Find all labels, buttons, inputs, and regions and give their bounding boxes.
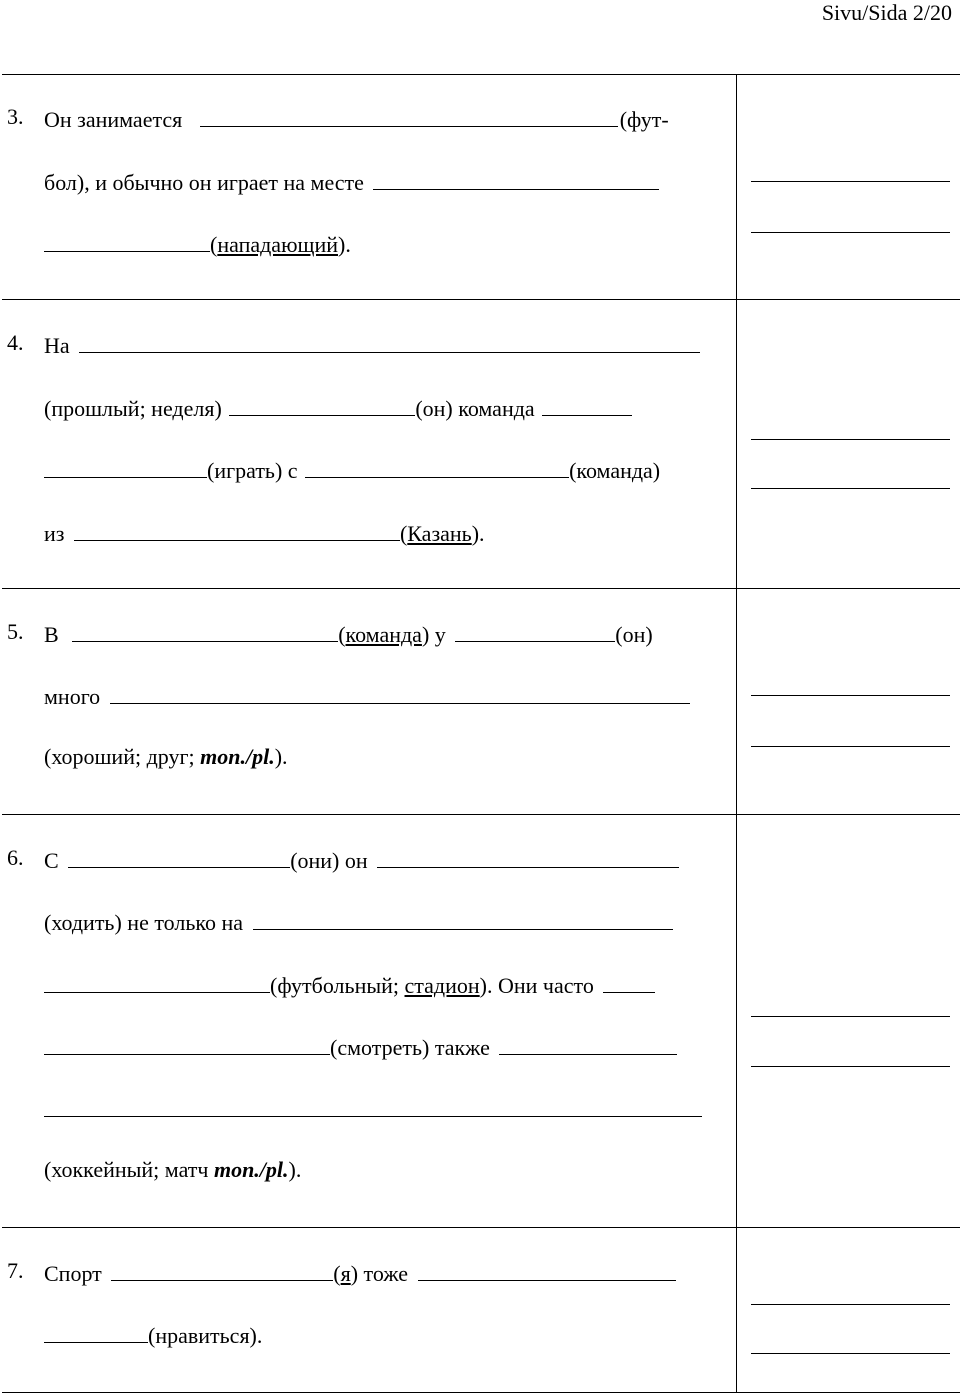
exercise-line <box>44 393 632 422</box>
answer-blank[interactable] <box>229 393 415 416</box>
exercise-line <box>44 104 669 133</box>
page-number: Sivu/Sida 2/20 <box>821 0 952 25</box>
table-bottom-border <box>2 1392 960 1393</box>
hint-text: (нравиться). <box>148 1323 263 1348</box>
hint-text: ). <box>338 232 351 257</box>
exercise-line <box>44 1094 702 1123</box>
answer-blank[interactable] <box>373 167 659 190</box>
hint-text: (они) он <box>290 848 368 873</box>
answer-line[interactable] <box>751 695 950 696</box>
item-number: 7. <box>7 1258 24 1283</box>
answer-blank[interactable] <box>418 1258 676 1281</box>
answer-blank[interactable] <box>200 104 618 127</box>
plural-marker: mon./pl. <box>213 1157 289 1182</box>
answer-blank[interactable] <box>499 1032 677 1055</box>
exercise-text: С <box>44 848 59 873</box>
exercise-line <box>44 330 700 359</box>
hint-text: (фут- <box>619 107 669 132</box>
exercise-line <box>44 1157 301 1183</box>
exercise-line <box>44 518 485 547</box>
column-divider <box>736 74 737 1392</box>
answer-blank[interactable] <box>111 1258 333 1281</box>
answer-line[interactable] <box>751 232 950 233</box>
hint-text: (смотреть) также <box>330 1035 490 1060</box>
hint-text: ( <box>399 521 408 546</box>
answer-blank[interactable] <box>44 1320 148 1343</box>
hint-text: (ходить) не только на <box>44 910 243 935</box>
hint-text: ). Они часто <box>479 973 594 998</box>
exercise-line <box>44 681 690 710</box>
table-top-border <box>2 74 960 75</box>
exercise-line <box>44 845 679 874</box>
stress-hint-word: я <box>340 1261 351 1286</box>
answer-blank[interactable] <box>44 229 210 252</box>
hint-text: (он) <box>615 622 653 647</box>
answer-blank[interactable] <box>72 619 338 642</box>
exercise-text: много <box>44 684 101 709</box>
stress-hint-word: стадион <box>404 973 480 998</box>
answer-blank[interactable] <box>542 393 632 416</box>
exercise-line <box>44 744 288 770</box>
hint-text: ) тоже <box>350 1261 409 1286</box>
stress-hint-word: нападающий <box>217 232 338 257</box>
row-divider <box>2 1227 960 1228</box>
exercise-line <box>44 167 659 196</box>
hint-text: (хороший; друг; <box>44 744 195 769</box>
hint-text: (он) команда <box>415 396 535 421</box>
hint-text: ( <box>333 1261 341 1286</box>
exercise-line <box>44 970 655 999</box>
exercise-line <box>44 1320 262 1349</box>
exercise-text: В <box>44 622 59 647</box>
answer-blank[interactable] <box>377 845 679 868</box>
exercise-text: На <box>44 333 70 358</box>
hint-text: ). <box>274 744 288 769</box>
exercise-text: из <box>44 521 65 546</box>
hint-text: ). <box>288 1157 302 1182</box>
answer-line[interactable] <box>751 488 950 489</box>
hint-text: ( <box>338 622 346 647</box>
answer-blank[interactable] <box>74 518 400 541</box>
answer-line[interactable] <box>751 1066 950 1067</box>
hint-text: (прошлый; неделя) <box>44 396 222 421</box>
exercise-text: бол), и обычно он играет на месте <box>44 170 364 195</box>
answer-blank[interactable] <box>305 455 569 478</box>
hint-text: (футбольный; <box>270 973 400 998</box>
answer-blank[interactable] <box>44 455 207 478</box>
exercise-text: Он занимается <box>44 107 183 132</box>
answer-blank[interactable] <box>455 619 615 642</box>
exercise-line <box>44 1032 677 1061</box>
answer-line[interactable] <box>751 1016 950 1017</box>
hint-text: (хоккейный; матч <box>44 1157 209 1182</box>
answer-blank[interactable] <box>110 681 690 704</box>
answer-blank[interactable] <box>44 1094 702 1117</box>
exercise-line <box>44 1258 676 1287</box>
answer-line[interactable] <box>751 181 950 182</box>
row-divider <box>2 299 960 300</box>
answer-line[interactable] <box>751 746 950 747</box>
answer-line[interactable] <box>751 1304 950 1305</box>
item-number: 3. <box>7 104 24 129</box>
item-number: 5. <box>7 619 24 644</box>
answer-blank[interactable] <box>68 845 290 868</box>
item-number: 4. <box>7 330 24 355</box>
hint-text: ) у <box>421 622 446 647</box>
exercise-text: Спорт <box>44 1261 102 1286</box>
hint-text: (команда) <box>569 458 661 483</box>
hint-text: ( <box>210 232 218 257</box>
exercise-line <box>44 229 351 258</box>
hint-text: (играть) с <box>207 458 298 483</box>
stress-hint-word: команда <box>345 622 422 647</box>
answer-blank[interactable] <box>603 970 655 993</box>
answer-blank[interactable] <box>79 330 700 353</box>
answer-line[interactable] <box>751 439 950 440</box>
answer-blank[interactable] <box>253 907 673 930</box>
answer-blank[interactable] <box>44 970 270 993</box>
stress-hint-word: Казань <box>407 521 472 546</box>
item-number: 6. <box>7 845 24 870</box>
exercise-line <box>44 907 673 936</box>
row-divider <box>2 814 960 815</box>
exercise-line <box>44 455 660 484</box>
hint-text: ). <box>471 521 485 546</box>
row-divider <box>2 588 960 589</box>
exercise-line <box>44 619 653 648</box>
plural-marker: mon./pl. <box>200 744 275 769</box>
answer-blank[interactable] <box>44 1032 330 1055</box>
answer-line[interactable] <box>751 1353 950 1354</box>
